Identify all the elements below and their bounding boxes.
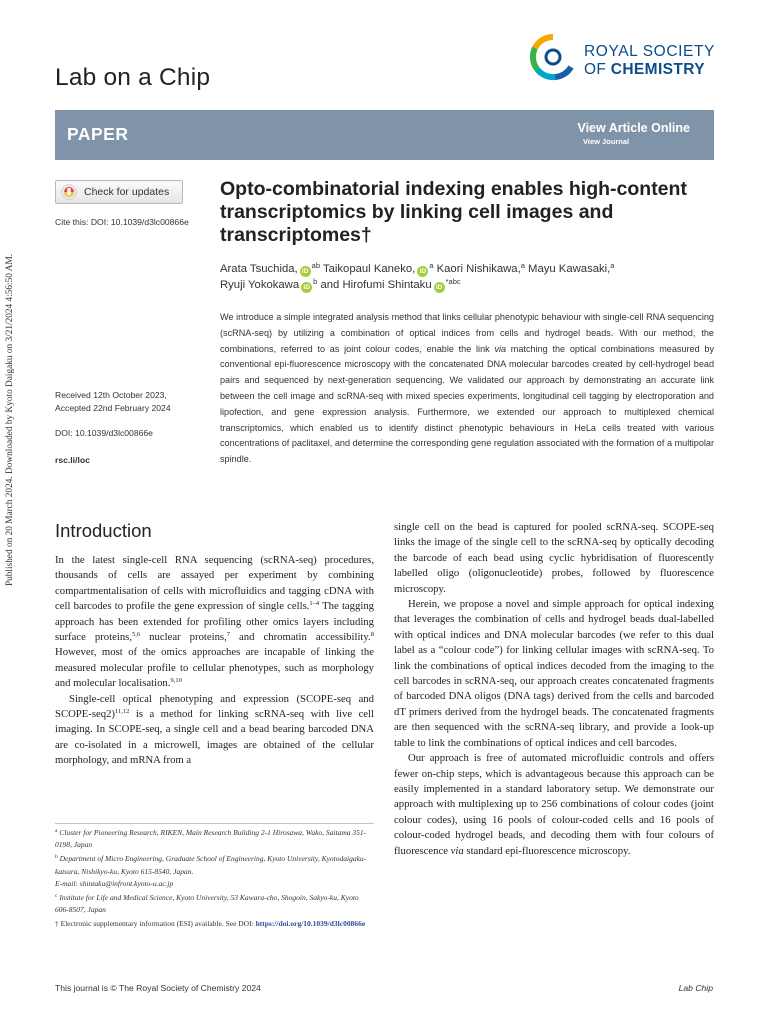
check-for-updates-icon [61, 184, 77, 200]
affiliation-sup: a [610, 261, 615, 270]
rsc-short-link[interactable]: rsc.li/loc [55, 455, 90, 465]
orcid-icon[interactable]: iD [300, 266, 311, 277]
rsc-logo-chemistry: CHEMISTRY [610, 61, 706, 78]
footnote-c [55, 892, 374, 916]
footnote-text: Cluster for Pioneering Research, RIKEN, Main Research Building 2-1 Hirosawa, Wako, Saitama 351-0198, Japan [55, 828, 367, 850]
rsc-logo-line1: ROYAL SOCIETY [584, 43, 715, 60]
footnote-esi [55, 918, 374, 930]
author-name: Taikopaul Kaneko, [322, 263, 416, 275]
author-name: and Hirofumi Shintaku [320, 279, 432, 291]
paragraph: single cell on the bead is captured for pooled scRNA-seq. SCOPE-seq links the image of the single cell to the scRNA-seq by optically decoding the barcode of each bead using cyclic hybridisation of fluorescently labelled oligo (oligonucleotide) probes, followed by fluorescence microscopy. [394, 521, 714, 595]
affiliation-sup: ab [311, 261, 321, 270]
text: Single-cell optical phenotyping and expression (SCOPE-seq and SCOPE-seq2) [55, 692, 374, 721]
footnote-divider [55, 823, 374, 824]
rsc-logo-mark-icon [529, 33, 577, 81]
reference-sup[interactable]: 1–4 [309, 600, 320, 608]
side-note-text: Published on 20 March 2024. Downloaded by Kyoto Daigaku on 3/21/2024 4:56:50 AM. [5, 253, 15, 587]
footnote-sup: b [55, 854, 58, 861]
view-journal-link[interactable]: View Journal [583, 137, 630, 146]
affiliation-sup: b [313, 277, 318, 286]
orcid-icon[interactable]: iD [434, 282, 445, 293]
abstract-italic: via [494, 343, 507, 354]
footnote-b [55, 853, 374, 890]
paper-type-label: PAPER [67, 124, 129, 144]
text: The tagging approach has been extended for profiling other omics layers including surface proteins, [55, 600, 375, 644]
reference-sup[interactable]: 8 [370, 631, 374, 639]
footnote-text: † Electronic supplementary information (ESI) available. See DOI: [55, 919, 256, 929]
affiliation-sup: a [429, 261, 434, 270]
text: However, most of the omics approaches are incapable of linking the measured molecular profile to cellular phenotypes, such as morphology and molecular localisation. [55, 646, 374, 690]
reference-sup[interactable]: 11,12 [114, 708, 130, 716]
reference-sup[interactable]: 5,6 [132, 631, 141, 639]
paragraph [55, 692, 374, 769]
italic-text: via [450, 844, 464, 857]
received-dates [55, 389, 171, 414]
check-for-updates-label: Check for updates [84, 186, 170, 198]
affiliation-sup: a [520, 261, 525, 270]
esi-doi-link[interactable]: https://doi.org/10.1039/d3lc00866e [255, 919, 366, 929]
cite-this-doi: Cite this: DOI: 10.1039/d3lc00866e [55, 217, 189, 227]
journal-title[interactable]: Lab on a Chip [55, 64, 211, 91]
doi-label: DOI: 10.1039/d3lc00866e [55, 428, 153, 438]
paper-type-bar [55, 110, 714, 160]
reference-sup[interactable]: 7 [226, 631, 231, 639]
footnote-a [55, 827, 374, 851]
download-side-note [4, 230, 16, 610]
footer-journal: Lab Chip [678, 983, 713, 993]
affiliation-sup: *abc [445, 277, 461, 286]
reference-sup[interactable]: 9,10 [170, 677, 182, 685]
body-column-right [394, 520, 714, 859]
body-column-left [55, 553, 374, 769]
paragraph [394, 751, 714, 859]
footnote-sup: a [55, 828, 58, 834]
footer-copyright: This journal is © The Royal Society of Chemistry 2024 [55, 983, 261, 993]
rsc-logo[interactable] [529, 33, 719, 85]
introduction-heading: Introduction [55, 520, 152, 541]
text: is a method for linking scRNA-seq with live cell imaging. In SCOPE-seq, a single cell and a bead bearing barcoded DNA are co-isolated in a microwell, images are obtained of the cellular morphology, and mRNA from a [55, 708, 374, 767]
paragraph [55, 553, 374, 692]
footnote-text: Department of Micro Engineering, Graduate School of Engineering, Kyoto University, Kyotodaigaku-katsura, Nishikyo-ku, Kyoto 615-8540, Japan. [55, 854, 367, 876]
footnote-text: Institute for Life and Medical Science, Kyoto University, 53 Kawara-cho, Shogoin, Sakyo-ku, Kyoto 606-8507, Japan [55, 893, 359, 915]
abstract-text: We introduce a simple integrated analysis method that links cellular phenotypic behaviour with single-cell RNA sequencing (scRNA-seq) by utilizing a combination of optical indices from cells and hydrogel beads. With our method, the combinations, referred to as joint colour codes, enable the link [220, 312, 714, 354]
view-article-online-link[interactable]: View Article Online [577, 121, 690, 135]
text: nuclear proteins, [140, 631, 227, 644]
article-title: Opto-combinatorial indexing enables high-content transcriptomics by linking cell images and transcriptomes† [220, 178, 687, 246]
footnotes [55, 827, 374, 933]
footnote-email[interactable]: E-mail: shintaku@infront.kyoto-u.ac.jp [55, 878, 174, 888]
abstract [220, 310, 714, 468]
orcid-icon[interactable]: iD [417, 266, 428, 277]
text: Our approach is free of automated microfluidic controls and offers fewer on-chip steps, which is advantageous because this approach can be easily implemented in a standard laboratory setup. We demonstrate our approach with multiplexing up to 256 combinations of colour codes (joint colour codes), using 16 pools of colour-coded cells and 16 pools of colour-coded hydrogel beads, and decoding them with four colours of fluorescence [394, 752, 714, 857]
text: standard epi-fluorescence microscopy. [463, 844, 631, 857]
rsc-logo-of: OF [584, 61, 611, 78]
rsc-logo-line2 [584, 61, 705, 79]
check-for-updates-button[interactable] [55, 180, 183, 204]
abstract-text: matching the optical combinations measured by conventional epi-fluorescence microscopy with the concatenated DNA molecular barcodes created by cell-hydrogel bead pairs and sequenced by next-generation sequencing. We validated our approach by demonstrating an accurate link between the cell image and scRNA-seq with mixed species experiments, longitudinal cell tagging by electroporation and lipofection, and gene expression analysis. Furthermore, we extended our approach to multiplexed chemical transcriptomics, which enabled us to identify distinct phenotypic behaviours in HeLa cells treated with various concentrations of paclitaxel, and determine the corresponding gene regulation associated with the formation of a multipolar spindle. [220, 343, 714, 465]
author-name: Arata Tsuchida, [220, 263, 298, 275]
author-name: Kaori Nishikawa, [436, 263, 521, 275]
received-date: Received 12th October 2023, [55, 390, 167, 400]
footnote-sup: c [55, 893, 58, 900]
paragraph: Herein, we propose a novel and simple approach for optical indexing that leverages the combination of cells and hydrogel beads dual-labelled with optical indices and DNA molecular barcodes (we refer to this dual label as a “colour code”) for linking cellular images with scRNA-seq. To link the combinations of optical indices decoded from the imaging to the cell barcodes in scRNA-seq, our approach creates concatenated fragments of barcoded DNA oligos (DNA tags) derived from the cells and barcoded dT primers derived from the hydrogel beads. The concatenated fragments are then sequenced with the scRNA-seq library, and provide a look-up table to link the combinations of optical indices and cell barcodes. [394, 598, 714, 749]
text: and chromatin accessibility. [230, 631, 371, 644]
text: In the latest single-cell RNA sequencing (scRNA-seq) procedures, thousands of cells are assayed per experiment by combining compartmentalisation of cells with microfluidics and tagging cDNA with cell barcodes to profile the gene expression of single cells. [55, 554, 374, 613]
orcid-icon[interactable]: iD [301, 282, 312, 293]
author-name: Mayu Kawasaki, [528, 263, 611, 275]
author-name: Ryuji Yokokawa [220, 279, 300, 291]
accepted-date: Accepted 22nd February 2024 [55, 402, 171, 413]
author-list [220, 261, 716, 293]
